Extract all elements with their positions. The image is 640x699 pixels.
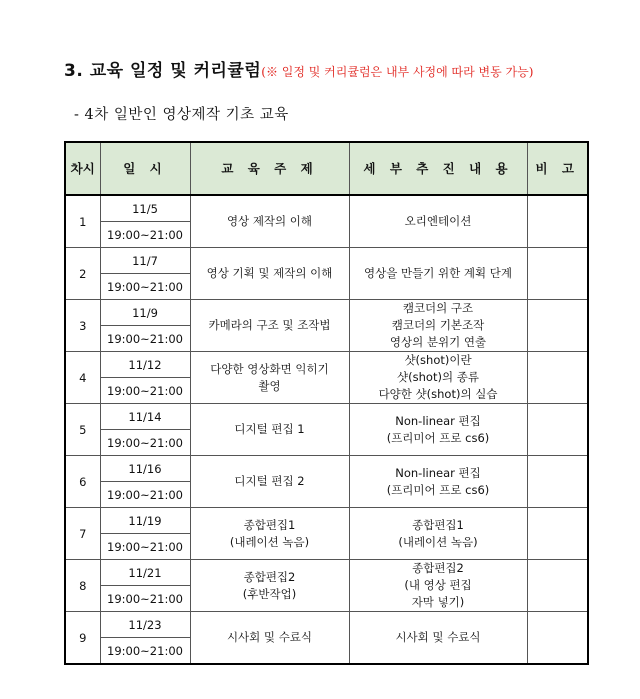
session-date: 11/5 — [100, 195, 190, 222]
session-remarks — [527, 508, 588, 560]
session-number: 5 — [65, 404, 100, 456]
session-details-line: 시사회 및 수료식 — [395, 630, 481, 644]
session-number: 7 — [65, 508, 100, 560]
session-topic-line: (후반작업) — [242, 586, 297, 601]
session-number: 2 — [65, 248, 100, 300]
session-details-line: (내레이션 녹음) — [398, 534, 478, 549]
course-subtitle: - 4차 일반인 영상제작 기초 교육 — [74, 107, 289, 123]
session-topic-line: 디지털 편집 1 — [234, 422, 305, 436]
session-details — [349, 352, 527, 404]
session-number: 9 — [65, 612, 100, 665]
session-date: 11/21 — [100, 560, 190, 586]
session-time: 19:00~21:00 — [100, 222, 190, 248]
session-details-line: 다양한 샷(shot)의 실습 — [378, 387, 498, 401]
session-remarks — [527, 352, 588, 404]
table-row — [65, 560, 588, 586]
session-topic — [190, 248, 349, 300]
session-details — [349, 404, 527, 456]
section-title: 3. 교육 일정 및 커리큘럼 — [64, 61, 262, 81]
table-row — [65, 612, 588, 638]
session-topic — [190, 456, 349, 508]
session-number: 3 — [65, 300, 100, 352]
session-number: 8 — [65, 560, 100, 612]
session-date: 11/16 — [100, 456, 190, 482]
header-datetime: 일 시 — [100, 142, 190, 195]
table-row — [65, 404, 588, 430]
session-details-line: Non-linear 편집 — [395, 413, 481, 428]
session-topic-line: 영상 기획 및 제작의 이해 — [206, 266, 333, 280]
session-remarks — [527, 456, 588, 508]
session-number: 6 — [65, 456, 100, 508]
session-time: 19:00~21:00 — [100, 638, 190, 665]
session-remarks — [527, 248, 588, 300]
session-details — [349, 456, 527, 508]
section-note: (※ 일정 및 커리큘럼은 내부 사정에 따라 변동 가능) — [261, 65, 534, 79]
session-remarks — [527, 195, 588, 248]
session-topic-line: 영상 제작의 이해 — [226, 214, 313, 228]
session-details-line: 영상의 분위기 연출 — [389, 335, 487, 349]
session-number: 1 — [65, 195, 100, 248]
section-heading — [64, 56, 533, 81]
session-details — [349, 248, 527, 300]
session-topic-line: 종합편집1 — [243, 517, 296, 532]
session-topic-line: 디지털 편집 2 — [234, 474, 305, 488]
header-details: 세 부 추 진 내 용 — [349, 142, 527, 195]
session-details-line: (프리미어 프로 cs6) — [386, 430, 490, 445]
session-details — [349, 560, 527, 612]
session-time: 19:00~21:00 — [100, 586, 190, 612]
session-topic — [190, 352, 349, 404]
session-topic-line: 종합편집2 — [243, 569, 296, 584]
table-row — [65, 300, 588, 326]
session-topic — [190, 404, 349, 456]
session-details-line: 영상을 만들기 위한 계획 단계 — [364, 266, 512, 280]
session-details-line: 종합편집2 — [412, 561, 464, 575]
session-remarks — [527, 404, 588, 456]
session-date: 11/23 — [100, 612, 190, 638]
session-number: 4 — [65, 352, 100, 404]
session-date: 11/14 — [100, 404, 190, 430]
table-row — [65, 248, 588, 274]
session-topic-line: 카메라의 구조 및 조작법 — [208, 318, 331, 332]
session-topic-line: 촬영 — [258, 378, 281, 393]
session-topic-line: 다양한 영상화면 익히기 — [210, 361, 329, 376]
session-details-line: 종합편집1 — [412, 517, 464, 532]
session-time: 19:00~21:00 — [100, 326, 190, 352]
table-row — [65, 456, 588, 482]
session-details-line: 자막 넣기) — [411, 595, 465, 609]
header-session: 차시 — [65, 142, 100, 195]
table-row — [65, 508, 588, 534]
session-time: 19:00~21:00 — [100, 482, 190, 508]
table-header-row — [65, 142, 588, 195]
session-time: 19:00~21:00 — [100, 274, 190, 300]
session-details — [349, 300, 527, 352]
session-details-line: Non-linear 편집 — [395, 465, 481, 480]
session-topic-line: 시사회 및 수료식 — [226, 630, 313, 644]
session-date: 11/19 — [100, 508, 190, 534]
session-details — [349, 195, 527, 248]
session-details — [349, 508, 527, 560]
session-remarks — [527, 560, 588, 612]
session-date: 11/7 — [100, 248, 190, 274]
session-time: 19:00~21:00 — [100, 430, 190, 456]
session-topic — [190, 612, 349, 665]
session-details-line: 캠코더의 구조 — [402, 301, 474, 315]
header-topic: 교 육 주 제 — [190, 142, 349, 195]
schedule-table — [64, 141, 589, 665]
session-topic — [190, 300, 349, 352]
session-time: 19:00~21:00 — [100, 378, 190, 404]
session-details-line: 샷(shot)이란 — [404, 353, 472, 367]
table-row — [65, 195, 588, 222]
header-remarks: 비 고 — [527, 142, 588, 195]
session-remarks — [527, 612, 588, 665]
session-time: 19:00~21:00 — [100, 534, 190, 560]
session-details — [349, 612, 527, 665]
session-topic — [190, 195, 349, 248]
table-row — [65, 352, 588, 378]
session-details-line: 캠코더의 기본조작 — [391, 318, 485, 332]
session-topic — [190, 560, 349, 612]
session-topic-line: (내레이션 녹음) — [229, 534, 310, 549]
session-details-line: (프리미어 프로 cs6) — [386, 482, 490, 497]
session-details-line: 샷(shot)의 종류 — [397, 370, 479, 384]
session-details-line: 오리엔테이션 — [404, 214, 472, 228]
session-date: 11/9 — [100, 300, 190, 326]
session-details-line: (내 영상 편집 — [404, 578, 472, 592]
session-remarks — [527, 300, 588, 352]
session-topic — [190, 508, 349, 560]
session-date: 11/12 — [100, 352, 190, 378]
